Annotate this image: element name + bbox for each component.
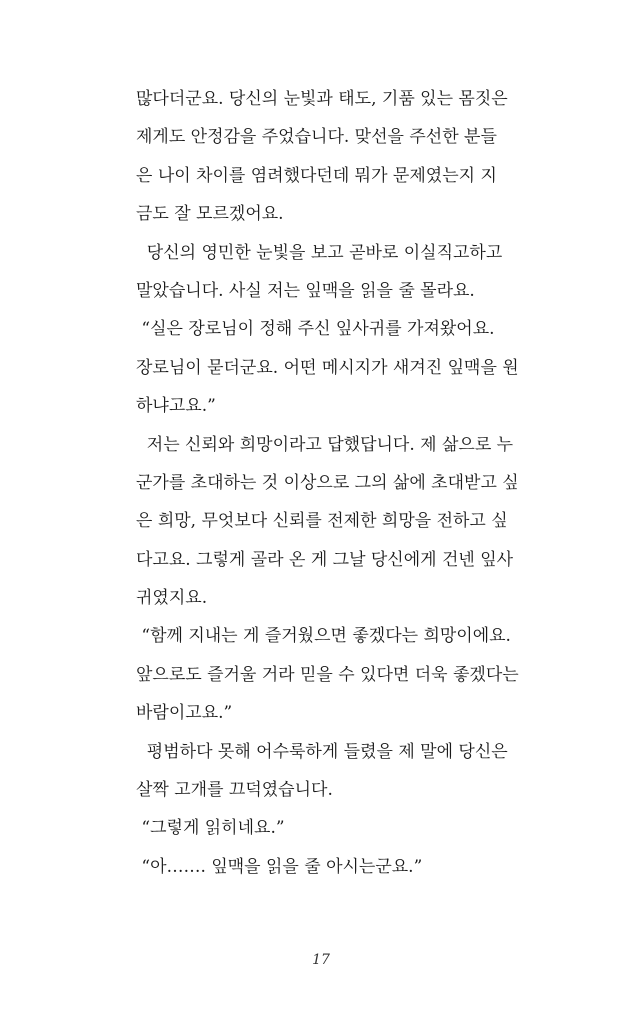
text-line: 하냐고요.” xyxy=(136,396,216,417)
body-text xyxy=(136,80,562,886)
page-number: 17 xyxy=(312,952,330,968)
text-line: 평범하다 못해 어수룩하게 들렸을 제 말에 당신은 xyxy=(136,741,508,762)
text-line: 많다더군요. 당신의 눈빛과 태도, 기품 있는 몸짓은 xyxy=(136,89,508,109)
text-line: 살짝 고개를 끄덕였습니다. xyxy=(136,780,333,801)
text-line: 바람이고요.” xyxy=(136,703,233,724)
text-line: 귀였지요. xyxy=(136,588,208,609)
text-line: 은 나이 차이를 염려했다던데 뭐가 문제였는지 지 xyxy=(136,165,497,186)
text-line: 말았습니다. 사실 저는 잎맥을 읽을 줄 몰라요. xyxy=(136,280,475,301)
text-line: “함께 지내는 게 즐거웠으면 좋겠다는 희망이에요. xyxy=(136,626,511,647)
text-line: 앞으로도 즐거울 거라 믿을 수 있다면 더욱 좋겠다는 xyxy=(136,664,519,685)
text-line: 저는 신뢰와 희망이라고 답했답니다. 제 삶으로 누 xyxy=(136,434,514,455)
text-line: 은 희망, 무엇보다 신뢰를 전제한 희망을 전하고 싶 xyxy=(136,511,508,532)
text-line: 제게도 안정감을 주었습니다. 맞선을 주선한 분들 xyxy=(136,127,497,148)
text-line: 장로님이 묻더군요. 어떤 메시지가 새겨진 잎맥을 원 xyxy=(136,357,519,378)
text-line: “실은 장로님이 정해 주신 잎사귀를 가져왔어요. xyxy=(136,319,495,340)
text-line: “그렇게 읽히네요.” xyxy=(136,818,285,839)
text-line: 금도 잘 모르겠어요. xyxy=(136,204,284,225)
text-line: 당신의 영민한 눈빛을 보고 곧바로 이실직고하고 xyxy=(136,242,503,263)
text-line: 군가를 초대하는 것 이상으로 그의 삶에 초대받고 싶 xyxy=(136,472,519,493)
text-line: 다고요. 그렇게 골라 온 게 그날 당신에게 건넨 잎사 xyxy=(136,549,514,570)
text-line: “아……. 잎맥을 읽을 줄 아시는군요.” xyxy=(136,856,423,877)
